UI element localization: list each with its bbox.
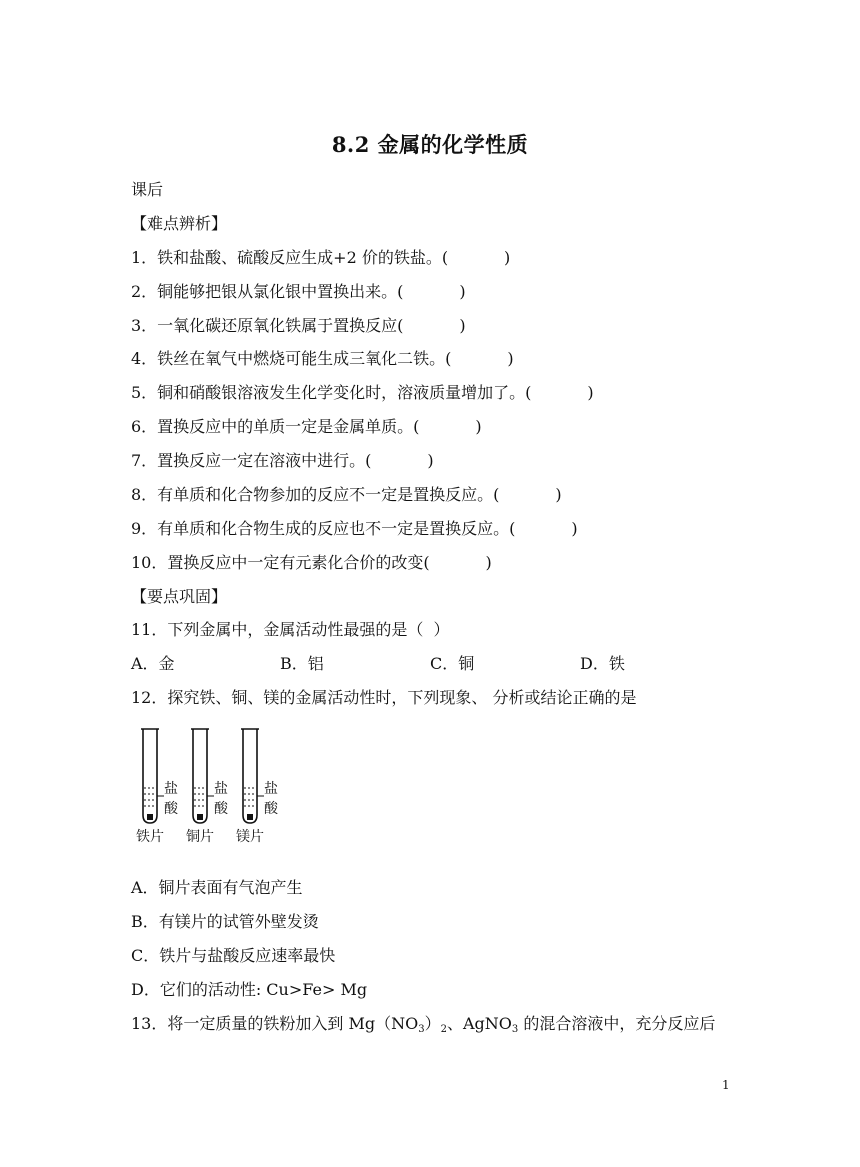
q11-option-b: B．铝 [280,654,324,673]
q12-option-c: C．铁片与盐酸反应速率最快 [131,946,336,965]
q13-text-4: 的混合溶液中，充分反应后 [518,1014,716,1033]
judgment-item: 6．置换反应中的单质一定是金属单质。( ) [131,417,482,436]
judgment-item: 3．一氧化碳还原氧化铁属于置换反应( ) [131,316,466,335]
judgment-item: 7．置换反应一定在溶液中进行。( ) [131,451,434,470]
q11-option-d: D．铁 [580,654,625,673]
test-tube-magnesium [241,729,264,823]
section-difficulty-heading: 【难点辨析】 [131,214,228,233]
q13-text-3: 、AgNO [446,1014,512,1033]
acid-label-1-top: 盐 [164,781,178,797]
judgment-item: 8．有单质和化合物参加的反应不一定是置换反应。( ) [131,485,562,504]
judgment-item: 9．有单质和化合物生成的反应也不一定是置换反应。( ) [131,519,578,538]
judgment-item: 2．铜能够把银从氯化银中置换出来。( ) [131,282,466,301]
page-number: 1 [722,1078,730,1092]
test-tube-iron [141,729,164,823]
q13-text-1: 13．将一定质量的铁粉加入到 Mg（NO [131,1014,419,1033]
q11-option-c: C．铜 [430,654,475,673]
q12-option-a: A．铜片表面有气泡产生 [131,878,303,897]
q13-sub-3: 3 [511,1024,519,1035]
q13-sub-2: 2 [440,1024,447,1035]
judgment-item: 1．铁和盐酸、硫酸反应生成+2 价的铁盐。( ) [131,248,511,267]
section-after-class: 课后 [131,180,164,199]
q13-sub-1: 3 [418,1024,425,1035]
question-13-stem [131,1014,715,1040]
section-key-points-heading: 【要点巩固】 [131,587,228,606]
judgment-item: 10．置换反应中一定有元素化合价的改变( ) [131,553,492,572]
tube-label-magnesium: 镁片 [236,829,264,845]
page-title: 8.2 金属的化学性质 [331,132,529,157]
tube-label-copper: 铜片 [186,829,214,845]
question-11-stem: 11．下列金属中，金属活动性最强的是（ ） [131,620,450,639]
question-12-stem: 12．探究铁、铜、镁的金属活动性时，下列现象、 分析或结论正确的是 [131,688,637,707]
q11-option-a: A．金 [131,654,175,673]
acid-label-2-bottom: 酸 [214,801,228,817]
test-tube-figure [131,723,291,851]
q12-option-b: B．有镁片的试管外壁发烫 [131,912,319,931]
test-tube-copper [191,729,214,823]
acid-label-2-top: 盐 [214,781,228,797]
judgment-item: 5．铜和硝酸银溶液发生化学变化时，溶液质量增加了。( ) [131,383,594,402]
test-tubes-diagram [131,723,291,851]
q12-option-d: D．它们的活动性: Cu>Fe> Mg [131,980,368,999]
acid-label-3-bottom: 酸 [264,801,278,817]
acid-label-1-bottom: 酸 [164,801,178,817]
tube-label-iron: 铁片 [136,829,164,845]
acid-label-3-top: 盐 [264,781,278,797]
q13-text-2: ） [424,1014,441,1033]
judgment-item: 4．铁丝在氧气中燃烧可能生成三氧化二铁。( ) [131,349,514,368]
